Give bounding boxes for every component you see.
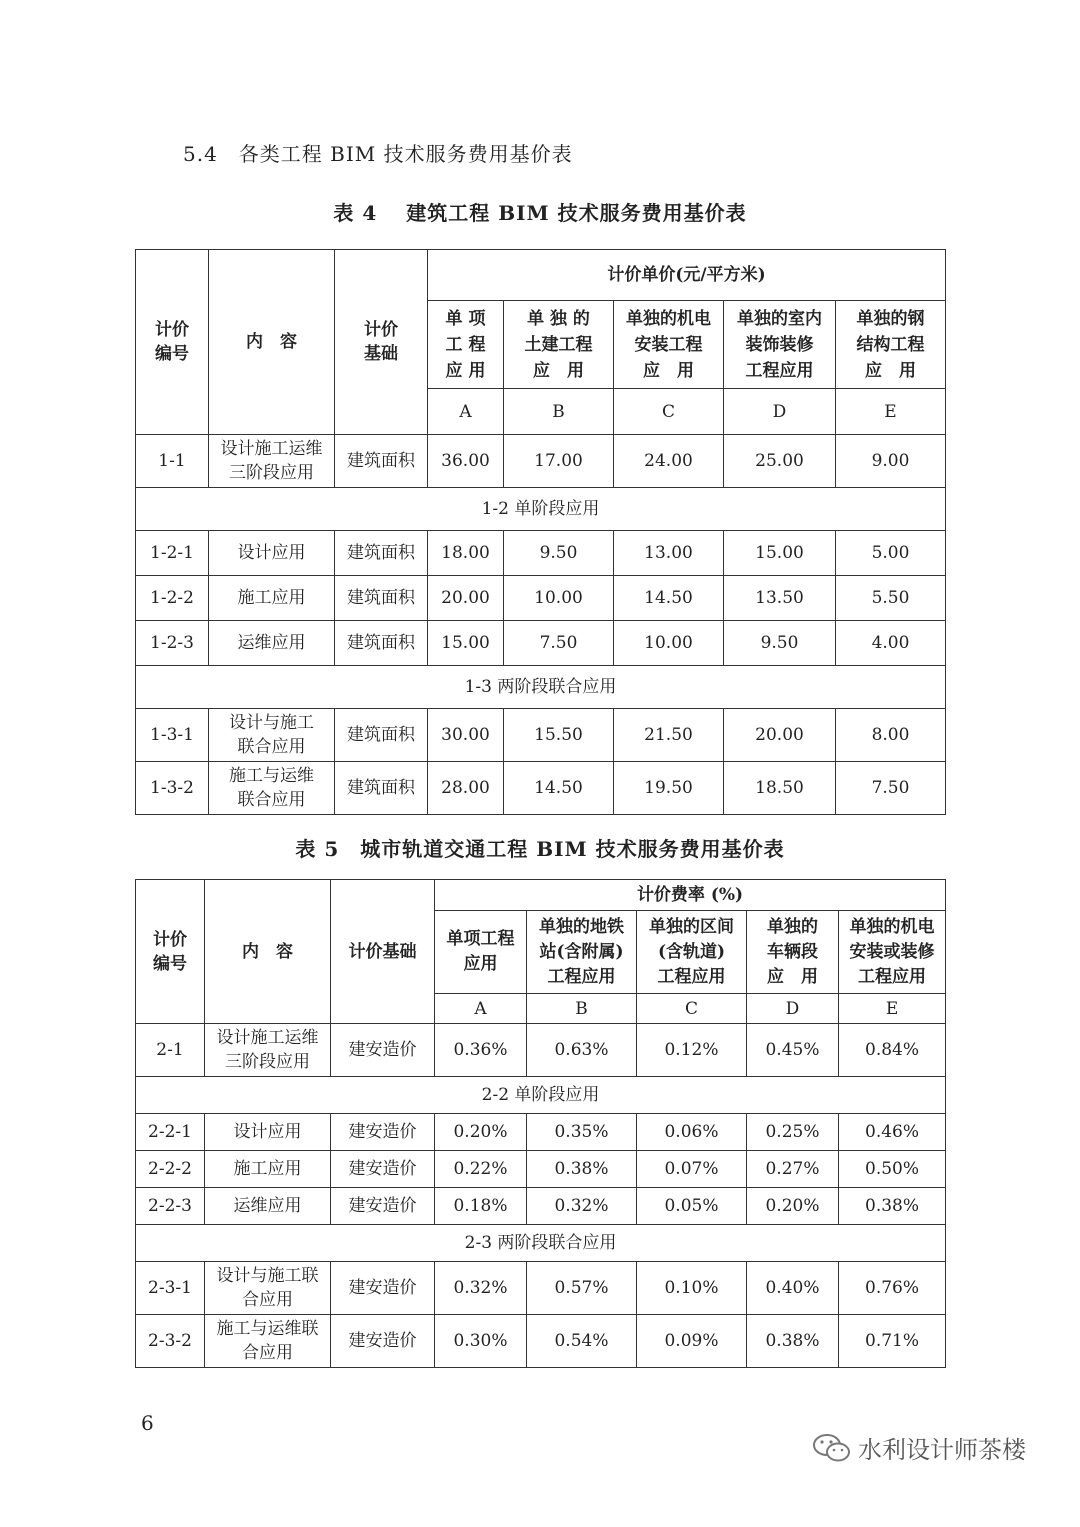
row-value: 18.50 [724, 762, 836, 815]
row-value: 0.20% [747, 1188, 839, 1225]
table4-caption: 表 4 建筑工程 BIM 技术服务费用基价表 [333, 201, 747, 225]
row-content: 施工应用 [205, 1151, 331, 1188]
header-col-label: 单独的机电 安装或装修 工程应用 [839, 911, 946, 994]
row-basis: 建筑面积 [335, 621, 428, 666]
table-row [136, 435, 946, 488]
group-label: 1-3 两阶段联合应用 [136, 666, 946, 709]
group-row [136, 1077, 946, 1114]
row-value: 15.00 [724, 531, 836, 576]
row-value: 24.00 [614, 435, 724, 488]
row-basis: 建安造价 [331, 1315, 435, 1368]
row-code: 1-3-2 [136, 762, 209, 815]
row-value: 0.36% [435, 1024, 527, 1077]
header-col-letter: A [435, 994, 527, 1024]
page-number: 6 [141, 1411, 154, 1435]
header-code: 计价 编号 [136, 880, 205, 1024]
row-basis: 建筑面积 [335, 576, 428, 621]
group-row [136, 1225, 946, 1262]
header-row [136, 250, 946, 301]
header-col-letter: E [839, 994, 946, 1024]
row-value: 0.54% [527, 1315, 637, 1368]
row-basis: 建筑面积 [335, 531, 428, 576]
row-value: 4.00 [836, 621, 946, 666]
header-code: 计价 编号 [136, 250, 209, 435]
row-value: 30.00 [428, 709, 504, 762]
row-value: 0.18% [435, 1188, 527, 1225]
table-row [136, 576, 946, 621]
row-code: 2-2-2 [136, 1151, 205, 1188]
row-value: 7.50 [836, 762, 946, 815]
row-basis: 建安造价 [331, 1262, 435, 1315]
header-col-letter: D [724, 389, 836, 435]
row-code: 1-3-1 [136, 709, 209, 762]
row-value: 17.00 [504, 435, 614, 488]
table5 [135, 879, 946, 1368]
header-col-label: 单 独 的 土建工程 应 用 [504, 301, 614, 389]
row-content: 运维应用 [209, 621, 335, 666]
group-row [136, 488, 946, 531]
row-value: 0.25% [747, 1114, 839, 1151]
row-code: 2-2-1 [136, 1114, 205, 1151]
row-value: 0.38% [527, 1151, 637, 1188]
table-row [136, 621, 946, 666]
table-row [136, 709, 946, 762]
row-value: 15.00 [428, 621, 504, 666]
row-value: 25.00 [724, 435, 836, 488]
row-content: 设计施工运维 三阶段应用 [205, 1024, 331, 1077]
row-value: 0.10% [637, 1262, 747, 1315]
row-value: 0.38% [839, 1188, 946, 1225]
header-col-label: 单独的机电 安装工程 应 用 [614, 301, 724, 389]
row-value: 0.46% [839, 1114, 946, 1151]
table-row [136, 531, 946, 576]
table-row [136, 762, 946, 815]
row-value: 0.07% [637, 1151, 747, 1188]
row-value: 20.00 [428, 576, 504, 621]
row-value: 0.35% [527, 1114, 637, 1151]
row-code: 2-1 [136, 1024, 205, 1077]
row-basis: 建安造价 [331, 1151, 435, 1188]
row-value: 0.57% [527, 1262, 637, 1315]
row-value: 28.00 [428, 762, 504, 815]
row-basis: 建安造价 [331, 1024, 435, 1077]
row-value: 19.50 [614, 762, 724, 815]
row-value: 18.00 [428, 531, 504, 576]
row-basis: 建安造价 [331, 1188, 435, 1225]
row-value: 0.45% [747, 1024, 839, 1077]
row-value: 0.63% [527, 1024, 637, 1077]
table-row [136, 1151, 946, 1188]
row-content: 设计应用 [209, 531, 335, 576]
header-col-letter: C [614, 389, 724, 435]
header-col-label: 单项工程 应用 [435, 911, 527, 994]
header-col-label: 单独的 车辆段 应 用 [747, 911, 839, 994]
row-value: 0.12% [637, 1024, 747, 1077]
row-value: 7.50 [504, 621, 614, 666]
table-row [136, 1114, 946, 1151]
group-label: 1-2 单阶段应用 [136, 488, 946, 531]
row-content: 设计施工运维 三阶段应用 [209, 435, 335, 488]
row-code: 2-3-1 [136, 1262, 205, 1315]
row-value: 0.06% [637, 1114, 747, 1151]
row-value: 0.38% [747, 1315, 839, 1368]
row-value: 0.09% [637, 1315, 747, 1368]
row-value: 5.00 [836, 531, 946, 576]
group-row [136, 666, 946, 709]
table-row [136, 1262, 946, 1315]
row-value: 14.50 [504, 762, 614, 815]
table-row [136, 1315, 946, 1368]
header-col-label: 单独的区间 (含轨道) 工程应用 [637, 911, 747, 994]
row-value: 9.50 [504, 531, 614, 576]
row-value: 0.84% [839, 1024, 946, 1077]
header-col-label: 单独的地铁 站(含附属) 工程应用 [527, 911, 637, 994]
wechat-icon [812, 1433, 852, 1463]
row-content: 设计与施工 联合应用 [209, 709, 335, 762]
header-basis: 计价 基础 [335, 250, 428, 435]
row-value: 0.20% [435, 1114, 527, 1151]
row-value: 21.50 [614, 709, 724, 762]
row-value: 0.76% [839, 1262, 946, 1315]
row-code: 2-2-3 [136, 1188, 205, 1225]
table4 [135, 249, 946, 815]
row-value: 20.00 [724, 709, 836, 762]
header-col-label: 单独的钢 结构工程 应 用 [836, 301, 946, 389]
row-basis: 建筑面积 [335, 762, 428, 815]
row-content: 施工应用 [209, 576, 335, 621]
group-label: 2-2 单阶段应用 [136, 1077, 946, 1114]
header-price-group: 计价单价(元/平方米) [428, 250, 946, 301]
header-price-group: 计价费率 (%) [435, 880, 946, 911]
row-basis: 建筑面积 [335, 435, 428, 488]
row-value: 0.50% [839, 1151, 946, 1188]
header-row [136, 880, 946, 911]
row-value: 5.50 [836, 576, 946, 621]
row-value: 8.00 [836, 709, 946, 762]
row-content: 运维应用 [205, 1188, 331, 1225]
row-code: 2-3-2 [136, 1315, 205, 1368]
table-row [136, 1188, 946, 1225]
row-value: 0.22% [435, 1151, 527, 1188]
row-basis: 建安造价 [331, 1114, 435, 1151]
row-value: 0.05% [637, 1188, 747, 1225]
table-row [136, 1024, 946, 1077]
row-value: 0.71% [839, 1315, 946, 1368]
row-value: 9.50 [724, 621, 836, 666]
group-label: 2-3 两阶段联合应用 [136, 1225, 946, 1262]
row-value: 0.27% [747, 1151, 839, 1188]
header-content: 内 容 [209, 250, 335, 435]
header-content: 内 容 [205, 880, 331, 1024]
row-value: 15.50 [504, 709, 614, 762]
table5-caption: 表 5 城市轨道交通工程 BIM 技术服务费用基价表 [295, 837, 785, 861]
row-value: 0.40% [747, 1262, 839, 1315]
row-value: 14.50 [614, 576, 724, 621]
row-value: 13.00 [614, 531, 724, 576]
header-col-letter: B [527, 994, 637, 1024]
row-code: 1-2-1 [136, 531, 209, 576]
section-title: 5.4 各类工程 BIM 技术服务费用基价表 [183, 142, 573, 166]
row-value: 0.32% [527, 1188, 637, 1225]
row-content: 施工与运维联 合应用 [205, 1315, 331, 1368]
row-basis: 建筑面积 [335, 709, 428, 762]
row-value: 0.32% [435, 1262, 527, 1315]
row-code: 1-2-2 [136, 576, 209, 621]
header-basis: 计价基础 [331, 880, 435, 1024]
row-value: 36.00 [428, 435, 504, 488]
row-value: 9.00 [836, 435, 946, 488]
header-col-letter: C [637, 994, 747, 1024]
row-value: 10.00 [504, 576, 614, 621]
header-col-label: 单 项 工 程 应 用 [428, 301, 504, 389]
header-col-letter: A [428, 389, 504, 435]
row-value: 13.50 [724, 576, 836, 621]
row-code: 1-1 [136, 435, 209, 488]
row-content: 设计与施工联 合应用 [205, 1262, 331, 1315]
row-value: 0.30% [435, 1315, 527, 1368]
header-col-letter: B [504, 389, 614, 435]
row-code: 1-2-3 [136, 621, 209, 666]
row-value: 10.00 [614, 621, 724, 666]
watermark [812, 1430, 1026, 1465]
header-col-letter: D [747, 994, 839, 1024]
row-content: 设计应用 [205, 1114, 331, 1151]
row-content: 施工与运维 联合应用 [209, 762, 335, 815]
watermark-text: 水利设计师茶楼 [858, 1436, 1026, 1464]
header-col-letter: E [836, 389, 946, 435]
header-col-label: 单独的室内 装饰装修 工程应用 [724, 301, 836, 389]
